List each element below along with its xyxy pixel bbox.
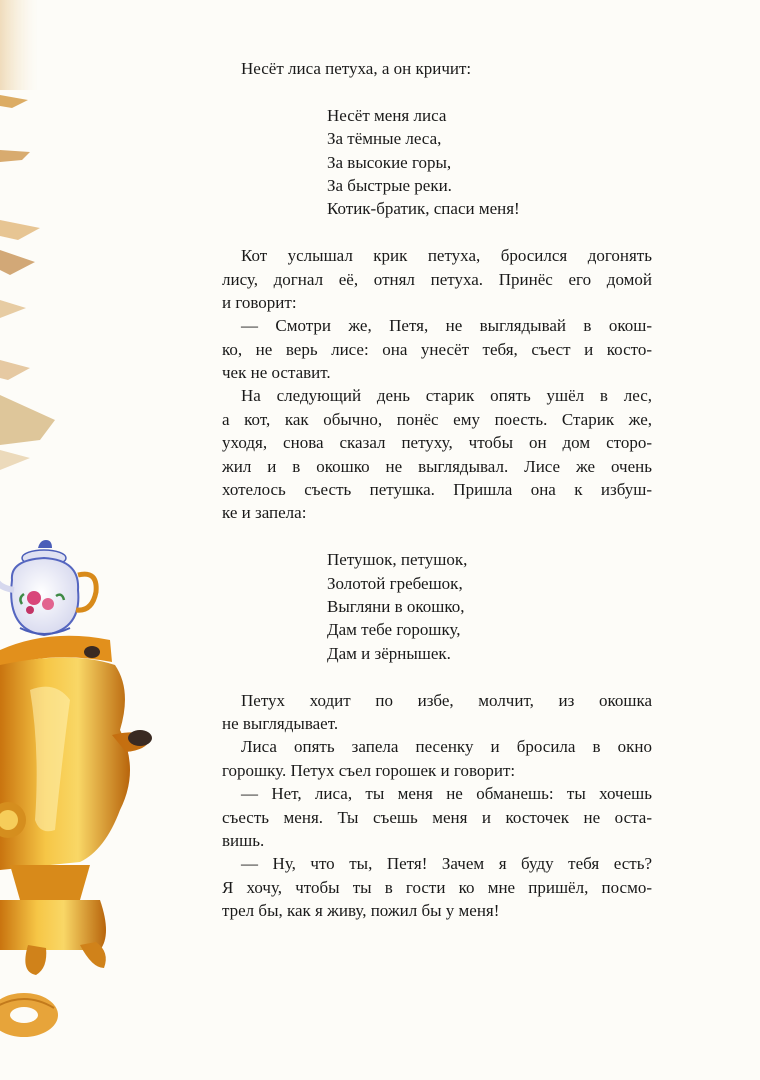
text-line: уходя, снова сказал петуху, чтобы он дом сторо- [222, 433, 652, 453]
text-line: чек не оставит. [222, 363, 331, 383]
wooden-wall [0, 0, 55, 470]
verse-1 [222, 104, 652, 221]
teapot [0, 540, 96, 635]
paragraph-5 [222, 735, 652, 782]
text-line: вишь. [222, 830, 265, 850]
text-line: трел бы, как я живу, пожил бы у меня! [222, 901, 500, 921]
verse-line: За быстрые реки. [327, 175, 452, 195]
text-line: Кот услышал крик петуха, бросился догонять [241, 246, 652, 266]
paragraph-1 [222, 244, 652, 314]
text-line: не выглядывает. [222, 713, 339, 733]
text-line: а кот, как обычно, понёс ему поесть. Старик же, [222, 409, 652, 429]
verse-line: Петушок, петушок, [327, 550, 468, 570]
text-line: Петух ходит по избе, молчит, из окошка [241, 690, 652, 710]
paragraph-4 [222, 689, 652, 736]
verse-line: Дам и зёрнышек. [327, 643, 451, 663]
text-line: Я хочу, чтобы ты в гости ко мне пришёл, посмо- [222, 877, 652, 897]
story-text [222, 57, 652, 922]
paragraph-3 [222, 384, 652, 524]
verse-2 [222, 548, 652, 665]
paragraph-6 [222, 782, 652, 852]
text-line: — Нет, лиса, ты меня не обманешь: ты хочешь [241, 784, 652, 804]
text-line: — Ну, что ты, Петя! Зачем я буду тебя есть? [241, 854, 652, 874]
verse-line: Выгляни в окошко, [327, 596, 465, 616]
text-line: хотелось съесть петушка. Пришла она к избуш- [222, 480, 652, 500]
verse-line: Несёт меня лиса [327, 105, 447, 125]
verse-line: За высокие горы, [327, 152, 452, 172]
text-line: жил и в окошко не выглядывал. Лисе же очень [222, 456, 652, 476]
text-line: лису, догнал её, отнял петуха. Принёс его домой [222, 269, 652, 289]
paragraph-2 [222, 314, 652, 384]
text-line: На следующий день старик опять ушёл в лес, [241, 386, 652, 406]
verse-line: Котик-братик, спаси меня! [327, 199, 520, 219]
verse-line: Дам тебе горошку, [327, 620, 461, 640]
paragraph-7 [222, 852, 652, 922]
verse-line: За тёмные леса, [327, 129, 442, 149]
samovar-illustration [0, 0, 200, 1080]
intro-line: Несёт лиса петуха, а он кричит: [241, 59, 472, 78]
text-line: ко, не верь лисе: она унесёт тебя, съест и косто- [222, 339, 652, 359]
text-line: горошку. Петух съел горошек и говорит: [222, 760, 516, 780]
text-line: съесть меня. Ты съешь меня и косточек не оста- [222, 807, 652, 827]
text-line: — Смотри же, Петя, не выглядывай в окош- [241, 316, 652, 336]
text-line: Лиса опять запела песенку и бросила в окно [241, 737, 652, 757]
text-line: ке и запела: [222, 503, 307, 523]
samovar [0, 636, 152, 975]
bagel [0, 993, 58, 1037]
text-line: и говорит: [222, 292, 297, 312]
verse-line: Золотой гребешок, [327, 573, 463, 593]
